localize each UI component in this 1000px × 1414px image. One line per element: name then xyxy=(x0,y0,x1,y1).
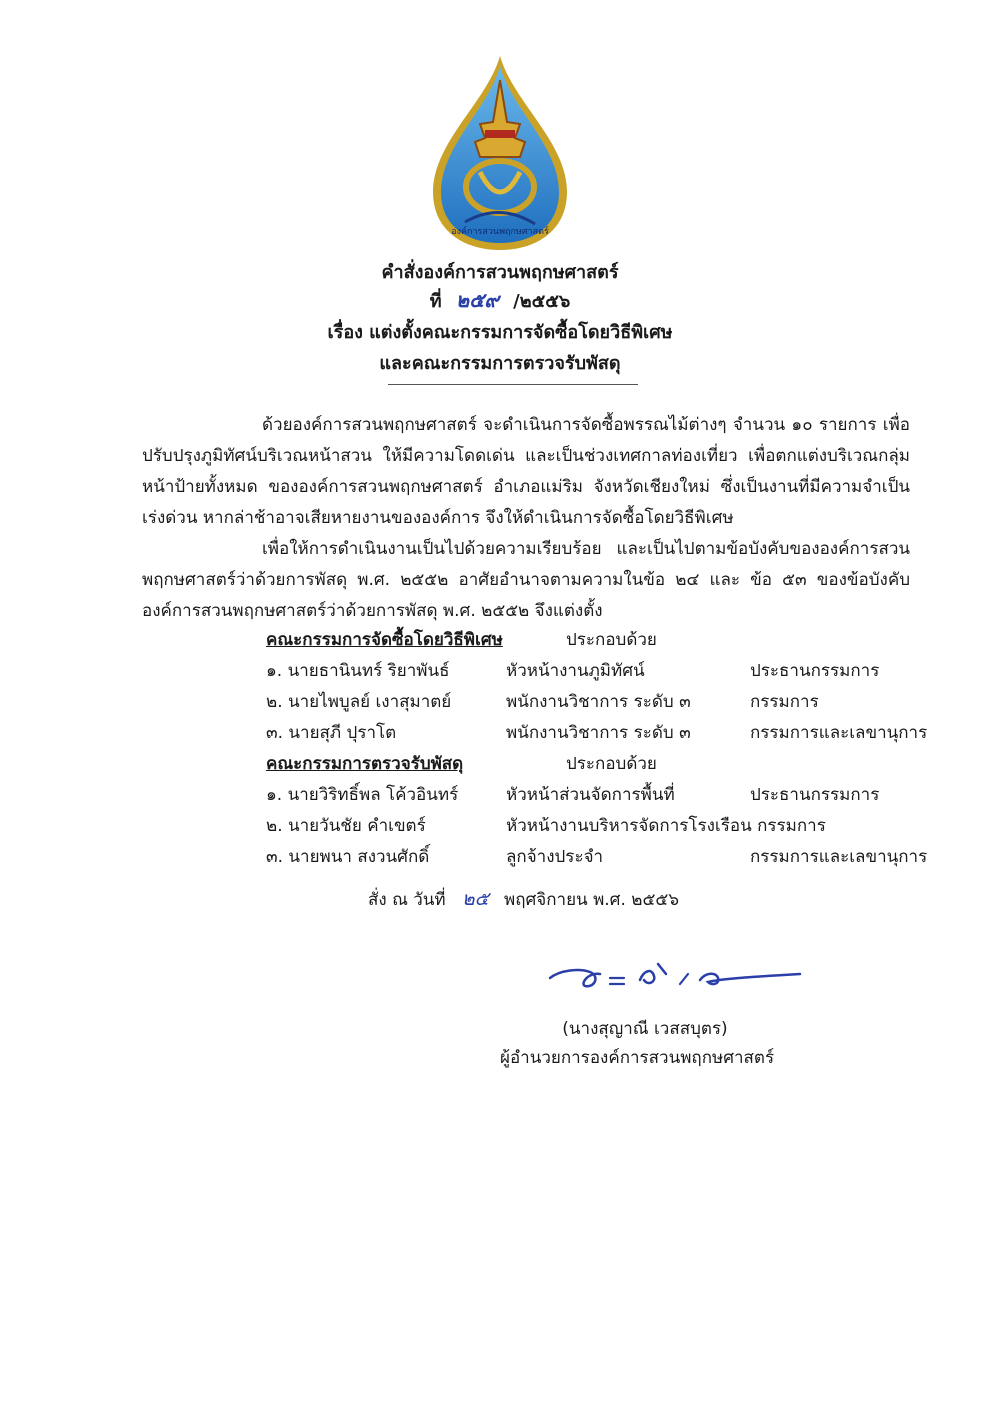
member-position: หัวหน้างานบริหารจัดการโรงเรือน กรรมการ xyxy=(506,816,826,836)
order-subject: เรื่อง แต่งตั้งคณะกรรมการจัดซื้อโดยวิธีพิเศษ xyxy=(327,322,673,343)
member-role: กรรมการและเลขานุการ xyxy=(750,723,928,743)
signatory-name: (นางสุญาณี เวสสบุตร) xyxy=(562,1019,728,1039)
order-number-handwritten: ๒๕๙ xyxy=(455,288,499,312)
member-name: ๑. นายธานินทร์ ริยาพันธ์ xyxy=(266,661,450,681)
member-position: หัวหน้างานภูมิทัศน์ xyxy=(506,661,645,681)
committee-member-row xyxy=(0,843,1000,873)
member-name: ๒. นายวันชัย คำเขตร์ xyxy=(266,816,426,836)
committee-member-row xyxy=(0,657,1000,687)
order-number-suffix: /๒๕๕๖ xyxy=(513,291,571,312)
body-paragraph-2: เพื่อให้การดำเนินงานเป็นไปด้วยความเรียบร้อย และเป็นไปตามข้อบังคับขององค์การสวนพฤกษศาสตร์ว่าด้วยการพัสดุ พ.ศ. ๒๕๕๒ อาศัยอำนาจตามความในข้อ ๒๔ และ ข้อ ๕๓ ของข้อบังคับองค์การสวนพฤกษศาสตร์ว่าด้วยการพัสดุ พ.ศ. ๒๕๕๒ จึงแต่งตั้ง xyxy=(142,539,910,621)
committee-title: คณะกรรมการจัดซื้อโดยวิธีพิเศษ xyxy=(266,630,503,650)
date-prefix: สั่ง ณ วันที่ xyxy=(368,890,446,910)
member-position: พนักงานวิชาการ ระดับ ๓ xyxy=(506,723,691,743)
order-number xyxy=(0,284,1000,316)
committee-heading xyxy=(0,626,1000,656)
member-position: ลูกจ้างประจำ xyxy=(506,847,604,867)
member-role: ประธานกรรมการ xyxy=(750,785,880,805)
order-title: คำสั่งองค์การสวนพฤกษศาสตร์ xyxy=(381,262,619,283)
committee-member-row xyxy=(0,781,1000,811)
member-name: ๓. นายสุภี ปุราโต xyxy=(266,723,397,743)
member-name: ๑. นายวิริทธิ์พล โค้วอินทร์ xyxy=(266,785,459,805)
date-day-handwritten: ๒๕ xyxy=(462,888,489,910)
member-name: ๓. นายพนา สงวนศักดิ์ xyxy=(266,847,430,867)
logo-emblem-text: องค์การสวนพฤกษศาสตร์ xyxy=(451,227,549,237)
header-divider xyxy=(388,384,638,385)
member-role: ประธานกรรมการ xyxy=(750,661,880,681)
committee-member-row xyxy=(0,688,1000,718)
member-name: ๒. นายไพบูลย์ เงาสุมาตย์ xyxy=(266,692,452,712)
organization-logo xyxy=(425,52,575,252)
member-role: กรรมการ xyxy=(750,692,819,712)
committee-member-row xyxy=(0,812,1000,842)
committee-title: คณะกรรมการตรวจรับพัสดุ xyxy=(266,754,464,774)
committee-member-row xyxy=(0,719,1000,749)
member-position: พนักงานวิชาการ ระดับ ๓ xyxy=(506,692,691,712)
order-subject-line2: และคณะกรรมการตรวจรับพัสดุ xyxy=(379,353,621,374)
committee-consists-of: ประกอบด้วย xyxy=(566,754,657,774)
signature xyxy=(540,950,840,1000)
signatory-title: ผู้อำนวยการองค์การสวนพฤกษศาสตร์ xyxy=(500,1048,775,1068)
body-paragraph-1: ด้วยองค์การสวนพฤกษศาสตร์ จะดำเนินการจัดซื้อพรรณไม้ต่างๆ จำนวน ๑๐ รายการ เพื่อปรับปรุงภูมิทัศน์บริเวณหน้าสวน ให้มีความโดดเด่น และเป็นช่วงเทศกาลท่องเที่ยว เพื่อตกแต่งบริเวณกลุ่มหน้าป้ายทั้งหมด ขององค์การสวนพฤกษศาสตร์ อำเภอแม่ริม จังหวัดเชียงใหม่ ซึ่งเป็นงานที่มีความจำเป็นเร่งด่วน หากล่าช้าอาจเสียหายงานขององค์การ จึงให้ดำเนินการจัดซื้อโดยวิธีพิเศษ xyxy=(142,415,910,528)
member-position: หัวหน้าส่วนจัดการพื้นที่ xyxy=(506,785,675,805)
order-number-prefix: ที่ xyxy=(429,291,442,312)
member-role: กรรมการและเลขานุการ xyxy=(750,847,928,867)
committee-heading xyxy=(0,750,1000,780)
date-month-year: พฤศจิกายน พ.ศ. ๒๕๕๖ xyxy=(504,890,680,910)
committee-consists-of: ประกอบด้วย xyxy=(566,630,657,650)
